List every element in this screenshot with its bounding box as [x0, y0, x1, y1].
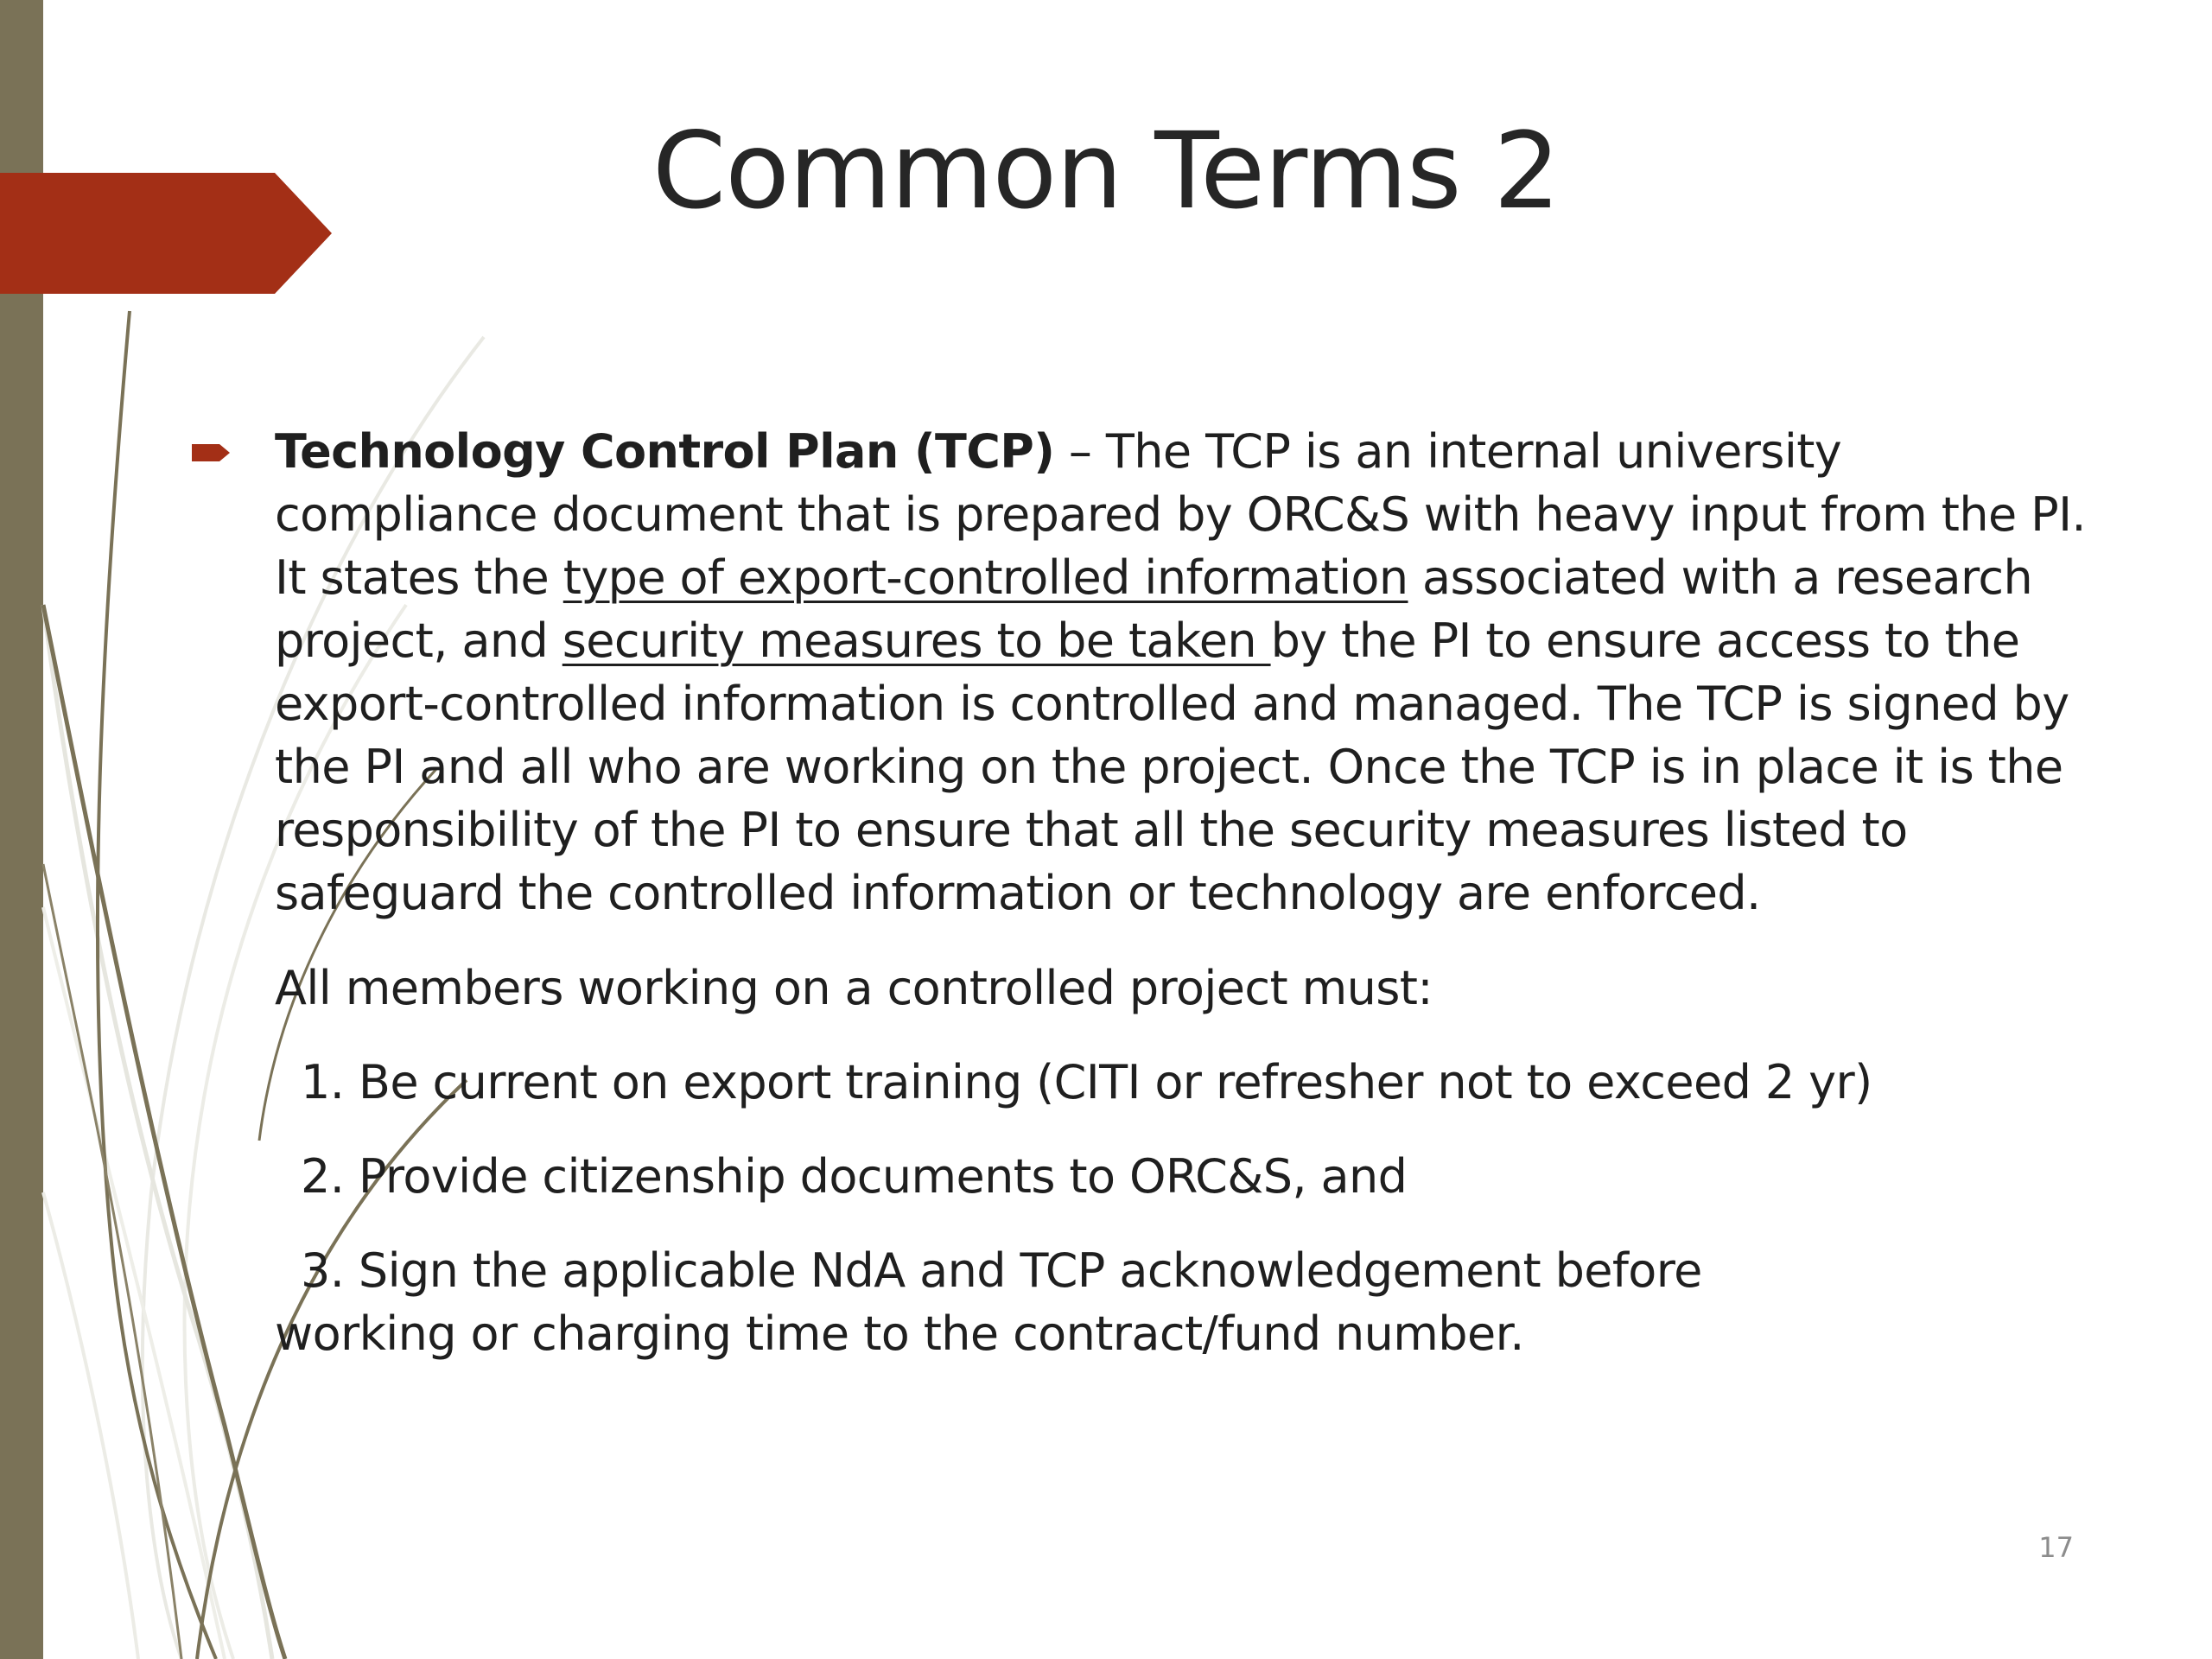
step-text: Sign the applicable NdA and TCP acknowledgement before — [358, 1243, 1702, 1298]
step-number: 3. — [301, 1243, 345, 1298]
step-text: Provide citizenship documents to ORC&S, and — [358, 1149, 1408, 1204]
definition-text-1: – The TCP is an internal university compliance document that is prepared by ORC&S with heavy input from the PI. It states the — [275, 424, 2086, 605]
definition-text-3: by the PI to ensure access to the export-controlled information is controlled and managed. The TCP is signed by the PI and all who are working on the project. Once the TCP is in place it is the responsibility of the PI to ensure that all the security measures listed to safeguard the controlled information or technology are enforced. — [275, 613, 2069, 920]
page-number: 17 — [2038, 1531, 2074, 1564]
step-3 — [275, 1239, 2098, 1302]
step-2 — [275, 1145, 2098, 1208]
slide-title: Common Terms 2 — [652, 110, 1560, 232]
grass-blade-light-5 — [43, 1192, 138, 1659]
grass-blade-dark-1 — [98, 311, 216, 1659]
step-text: Be current on export training (CITI or refresher not to exceed 2 yr) — [358, 1055, 1872, 1109]
step-1 — [275, 1051, 2098, 1114]
term-name: Technology Control Plan (TCP) — [275, 424, 1055, 479]
step-number: 1. — [301, 1055, 345, 1109]
grass-blade-light-4 — [43, 907, 225, 1659]
step-3-continuation: working or charging time to the contract/fund number. — [275, 1306, 1524, 1361]
members-intro: All members working on a controlled project must: — [275, 961, 1433, 1015]
slide-body — [275, 420, 2098, 1365]
underlined-phrase-2: security measures to be taken — [562, 613, 1271, 668]
arrow-bullet-icon — [192, 441, 232, 465]
underlined-phrase-1: type of export-controlled information — [563, 550, 1408, 605]
grass-blade-dark-2 — [43, 605, 285, 1659]
bullet-paragraph — [275, 420, 2098, 925]
definition-text-2: associated with a research project, and — [275, 550, 2033, 668]
step-number: 2. — [301, 1149, 345, 1204]
